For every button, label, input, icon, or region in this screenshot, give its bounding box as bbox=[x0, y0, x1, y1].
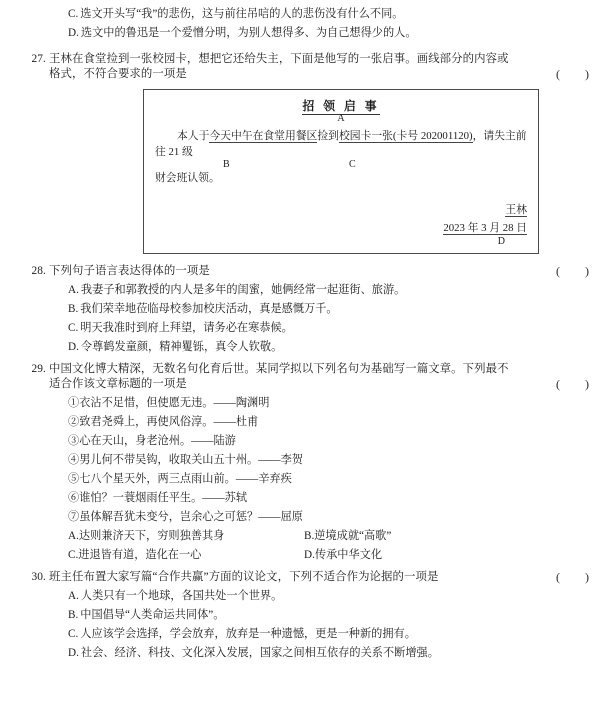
notice-body-part2: ，请失主前往 21 级 bbox=[155, 130, 527, 158]
option-label: B. bbox=[304, 530, 315, 542]
notice-underline-b: 今天中午在食堂用餐区 bbox=[209, 130, 318, 142]
answer-blank[interactable]: ( ) bbox=[556, 377, 600, 391]
quote-item: ①衣沾不足惜，但使愿无违。——陶渊明 bbox=[68, 397, 270, 409]
quote-item: ③心在天山，身老沧州。——陆游 bbox=[68, 435, 236, 447]
question-stem-line2: 适合作该文章标题的一项是 bbox=[49, 378, 187, 390]
option-row bbox=[20, 26, 600, 41]
notice-body-line1 bbox=[155, 128, 527, 160]
option-text: 选文开头写“我”的悲伤，这与前往吊唁的人的悲伤没有什么不同。 bbox=[80, 8, 404, 20]
notice-body-line2: 财会班认领。 bbox=[155, 172, 220, 184]
option-text: 我妻子和郭教授的内人是多年的闺蜜，她俩经常一起逛街、旅游。 bbox=[80, 284, 406, 296]
question-number: 27. bbox=[31, 53, 46, 65]
option-row bbox=[20, 589, 600, 604]
notice-title bbox=[155, 99, 527, 113]
option-row bbox=[20, 529, 600, 544]
option-label: C. bbox=[68, 8, 79, 20]
answer-blank[interactable]: ( ) bbox=[556, 570, 600, 584]
option-row bbox=[20, 608, 600, 623]
option-label: C. bbox=[68, 549, 79, 561]
option-label: C. bbox=[68, 322, 79, 334]
question-stem: 班主任布置大家写篇“合作共赢”方面的议论文，下列不适合作为论据的一项是 bbox=[49, 571, 439, 583]
answer-blank[interactable]: ( ) bbox=[556, 264, 600, 278]
notice-underline-c: 校园卡一张(卡号 202001120) bbox=[338, 130, 473, 142]
option-label: B. bbox=[68, 609, 79, 621]
question-28 bbox=[20, 264, 600, 279]
question-stem-line2: 格式，不符合要求的一项是 bbox=[49, 68, 187, 80]
question-29-stem-line2 bbox=[20, 377, 600, 392]
option-label: D. bbox=[68, 341, 79, 353]
option-text: 进退皆有道，造化在一心 bbox=[78, 549, 202, 561]
notice-marks-bc bbox=[155, 160, 527, 171]
question-stem: 下列句子语言表达得体的一项是 bbox=[49, 265, 210, 277]
question-27 bbox=[20, 52, 600, 67]
question-number: 30. bbox=[31, 571, 46, 583]
notice-date: 2023 年 3 月 28 日 bbox=[443, 222, 527, 234]
question-number: 28. bbox=[31, 265, 46, 277]
option-row bbox=[20, 283, 600, 298]
option-text: 达则兼济天下，穷则独善其身 bbox=[78, 530, 225, 542]
question-27-stem-line2 bbox=[20, 67, 600, 82]
option-row bbox=[20, 7, 600, 22]
lost-and-found-notice bbox=[143, 89, 539, 254]
option-text: 我们荣幸地莅临母校参加校庆活动，真是感慨万千。 bbox=[80, 303, 338, 315]
option-text: 人类只有一个地球，各国共处一个世界。 bbox=[80, 590, 283, 602]
option-label: B. bbox=[68, 303, 79, 315]
notice-wrapper bbox=[20, 89, 600, 254]
option-row bbox=[20, 646, 600, 661]
notice-mark-b: B bbox=[223, 159, 230, 170]
option-row bbox=[20, 548, 600, 563]
notice-date-row bbox=[155, 221, 527, 236]
question-stem-line1: 王林在食堂捡到一张校园卡，想把它还给失主，下面是他写的一张启事。画线部分的内容或 bbox=[49, 53, 509, 65]
option-text: 人应该学会选择，学会放弃，放弃是一种遗憾，更是一种新的拥有。 bbox=[80, 628, 416, 640]
notice-signature: 王林 bbox=[505, 204, 527, 216]
option-text: 选文中的鲁迅是一个爱憎分明，为别人想得多、为自己想得少的人。 bbox=[80, 27, 417, 39]
option-label: D. bbox=[68, 27, 79, 39]
option-text: 中国倡导“人类命运共同体”。 bbox=[80, 609, 225, 621]
quote-item: ④男儿何不带吴钩，收取关山五十州。——李贺 bbox=[68, 454, 303, 466]
option-label: C. bbox=[68, 628, 79, 640]
option-label: D. bbox=[304, 549, 315, 561]
option-row bbox=[20, 321, 600, 336]
notice-mark-a: A bbox=[337, 113, 345, 124]
notice-body-mid: 捡到 bbox=[317, 130, 339, 142]
option-text: 社会、经济、科技、文化深入发展，国家之间相互依存的关系不断增强。 bbox=[80, 647, 439, 659]
option-label: A. bbox=[68, 590, 79, 602]
option-label: A. bbox=[68, 284, 79, 296]
option-row bbox=[20, 340, 600, 355]
option-row bbox=[20, 302, 600, 317]
option-text: 令尊鹤发童颜，精神矍铄，真令人钦敬。 bbox=[80, 341, 283, 353]
notice-mark-d: D bbox=[497, 236, 505, 247]
notice-mark-c: C bbox=[349, 159, 356, 170]
question-stem-line1: 中国文化博大精深，无数名句化育后世。某同学拟以下列名句为基础写一篇文章。下列最不 bbox=[49, 363, 509, 375]
quote-item: ⑦虽体解吾犹未变兮，岂余心之可惩？——屈原 bbox=[68, 511, 303, 523]
option-cell bbox=[304, 548, 600, 563]
quote-item: ⑥谁怕？一蓑烟雨任平生。——苏轼 bbox=[68, 492, 248, 504]
notice-body-part1: 本人于 bbox=[177, 130, 210, 142]
option-text: 传承中华文化 bbox=[314, 549, 383, 561]
notice-signature-block bbox=[155, 203, 527, 236]
question-29 bbox=[20, 362, 600, 377]
notice-title-text: 招 领 启 事 bbox=[302, 99, 380, 113]
option-cell bbox=[68, 529, 304, 544]
question-number: 29. bbox=[31, 363, 46, 375]
option-label: A. bbox=[68, 530, 79, 542]
option-text: 逆境成就“高歌” bbox=[314, 530, 392, 542]
notice-signature-row bbox=[155, 203, 527, 218]
option-text: 明天我准时到府上拜望，请务必在寒恭候。 bbox=[80, 322, 293, 334]
quote-item: ②致君尧舜上，再使风俗淳。——杜甫 bbox=[68, 416, 259, 428]
quote-item: ⑤七八个星天外，两三点雨山前。——辛弃疾 bbox=[68, 473, 292, 485]
option-label: D. bbox=[68, 647, 79, 659]
option-row bbox=[20, 627, 600, 642]
answer-blank[interactable]: ( ) bbox=[556, 67, 600, 81]
option-cell bbox=[304, 529, 600, 544]
question-30 bbox=[20, 570, 600, 585]
option-cell bbox=[68, 548, 304, 563]
